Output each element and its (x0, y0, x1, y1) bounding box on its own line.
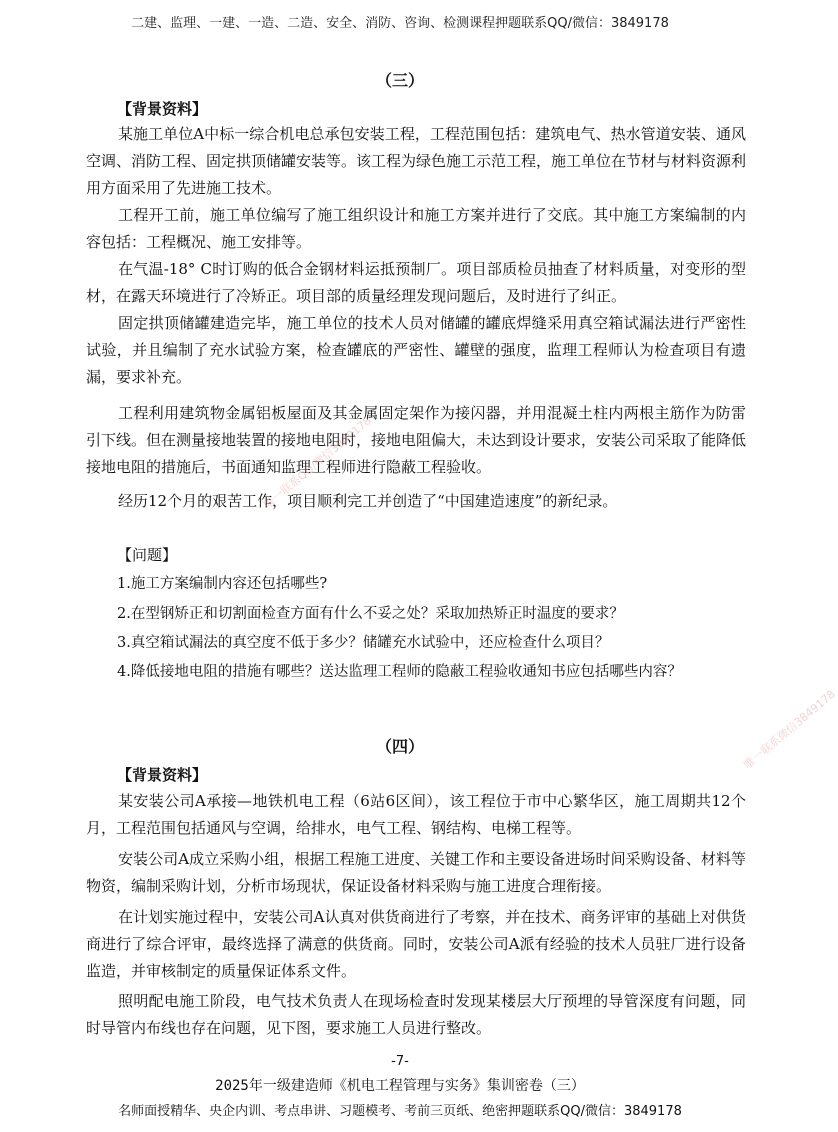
watermark-1: 唯一联系QQ/微信3849178 (261, 414, 374, 512)
section-4-paragraph-4: 照明配电施工阶段，电气技术负责人在现场检查时发现某楼层大厅预埋的导管深度有问题，同时导管内布线也存在问题，见下图，要求施工人员进行整改。 (86, 992, 746, 1037)
section-4-background-label: 【背景资料】 (117, 766, 208, 784)
section-3-paragraph-3: 在气温-18° C时订购的低合金钢材料运抵预制厂。项目部质检员抽查了材料质量，对变形的型材，在露天环境进行了冷矫正。项目部的质量经理发现问题后，及时进行了纠正。 (86, 260, 746, 305)
page-header: 二建、监理、一建、一造、二造、安全、消防、咨询、检测课程押题联系QQ/微信：3849178 (131, 16, 669, 31)
section-3-paragraph-4: 固定拱顶储罐建造完毕，施工单位的技术人员对储罐的罐底焊缝采用真空箱试漏法进行严密性试验，并且编制了充水试验方案，检查罐底的严密性、罐壁的强度，监理工程师认为检查项目有遗漏，要求补充。 (86, 314, 746, 386)
section-3-title: （三） (375, 71, 424, 90)
page-footer: 名师面授精华、央企内训、考点串讲、习题模考、考前三页纸、绝密押题联系QQ/微信：3849178 (118, 1104, 682, 1119)
section-4-paragraph-2: 安装公司A成立采购小组，根据工程施工进度、关键工作和主要设备进场时间采购设备、材料等物资，编制采购计划，分析市场现状，保证设备材料采购与施工进度合理衔接。 (86, 850, 746, 895)
section-3-paragraph-6: 经历12个月的艰苦工作，项目顺利完工并创造了“中国建造速度”的新纪录。 (118, 492, 618, 510)
section-3-paragraph-5: 工程利用建筑物金属铝板屋面及其金属固定架作为接闪器，并用混凝土柱内两根主筋作为防雷引下线。但在测量接地装置的接地电阻时，接地电阻偏大，未达到设计要求，安装公司采取了能降低接地电阻的措施后，书面通知监理工程师进行隐蔽工程验收。 (86, 404, 747, 476)
question-3: 3.真空箱试漏法的真空度不低于多少？储罐充水试验中，还应检查什么项目？ (117, 635, 610, 651)
section-4-title: （四） (375, 737, 424, 756)
question-2: 2.在型钢矫正和切割面检查方面有什么不妥之处？采取加热矫正时温度的要求？ (117, 606, 624, 622)
section-3-question-label: 【问题】 (117, 546, 178, 564)
section-4-paragraph-1: 某安装公司A承接—地铁机电工程（6站6区间），该工程位于市中心繁华区，施工周期共12个月，工程范围包括通风与空调，给排水，电气工程、钢结构、电梯工程等。 (86, 792, 746, 837)
footer-title: 2025年一级建造师《机电工程管理与实务》集训密卷（三） (215, 1078, 585, 1094)
section-3-paragraph-2: 工程开工前，施工单位编写了施工组织设计和施工方案并进行了交底。其中施工方案编制的内容包括：工程概况、施工安排等。 (86, 206, 746, 251)
page-number: -7- (391, 1054, 409, 1069)
section-4-paragraph-3: 在计划实施过程中，安装公司A认真对供货商进行了考察，并在技术、商务评审的基础上对供货商进行了综合评审，最终选择了满意的供货商。同时，安装公司A派有经验的技术人员驻厂进行设备监造，并审核制定的质量保证体系文件。 (86, 908, 746, 980)
section-3-paragraph-1: 某施工单位A中标一综合机电总承包安装工程，工程范围包括：建筑电气、热水管道安装、通风空调、消防工程、固定拱顶储罐安装等。该工程为绿色施工示范工程，施工单位在节材与材料资源利用方面采用了先进施工技术。 (86, 125, 747, 197)
watermark-2: 唯一联系微信3849178 (741, 687, 838, 772)
section-3-background-label: 【背景资料】 (117, 100, 208, 118)
question-4: 4.降低接地电阻的措施有哪些？送达监理工程师的隐蔽工程验收通知书应包括哪些内容？ (117, 664, 682, 680)
question-1: 1.施工方案编制内容还包括哪些? (117, 576, 328, 592)
